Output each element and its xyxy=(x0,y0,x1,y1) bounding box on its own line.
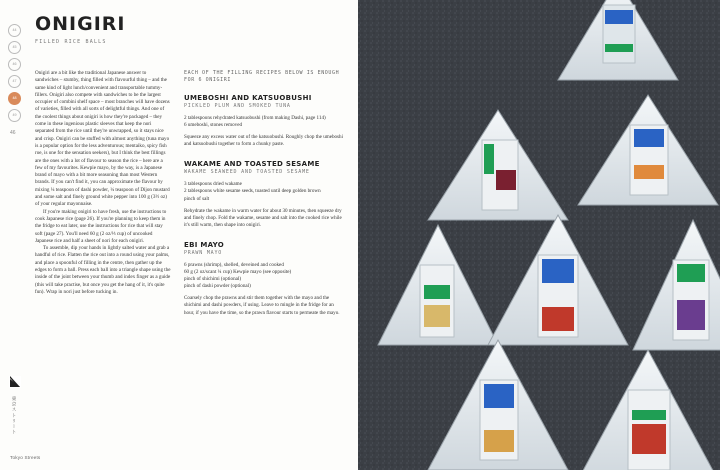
recipe-method xyxy=(184,134,344,148)
ingredient: pinch of salt xyxy=(184,195,210,202)
recipe-title: UMEBOSHI AND KATSUOBUSHI xyxy=(184,94,312,102)
page-marker: 47 xyxy=(8,75,21,88)
recipes-note: EACH OF THE FILLING RECIPES BELOW IS ENOUGH FOR 6 ONIGIRI xyxy=(184,70,340,83)
ingredient: pinch of dashi powder (optional) xyxy=(184,283,251,290)
recipe-method xyxy=(184,208,344,229)
recipe-ebi-mayo xyxy=(184,241,344,317)
intro-paragraph: To assemble, dip your hands in lightly salted water and grab a handful of rice. Flatten the rice out into a round using your palms, and place a spoonful of filling in the centre, then gather up the edges to form a ball. Press each ball into a triangle shape using the inside of the joint between your thumb and index finger as a guide (this will take practise, but once you get the hang of it, it's quite fun). Wrap in nori just before tucking in. xyxy=(35,245,171,295)
recipe-wakame xyxy=(184,160,344,229)
recipe-title: EBI MAYO xyxy=(184,240,225,249)
page-marker: 45 xyxy=(8,41,21,54)
method-step: Squeeze any excess water out of the katsuobushi. Roughly chop the umeboshi and katsuobushi together to form a chunky paste. xyxy=(184,134,344,148)
onigiri-photo xyxy=(358,0,720,470)
side-vertical-title: 東京ストリート xyxy=(12,396,17,436)
intro-text xyxy=(35,70,171,296)
book-footer: Tokyo Streets xyxy=(10,455,41,460)
recipe-method xyxy=(184,295,344,316)
recipe-subtitle: PICKLED PLUM AND SMOKED TUNA xyxy=(184,103,291,109)
page-marker: 44 xyxy=(8,24,21,37)
ingredient: 6 umeboshi, stones removed xyxy=(184,122,243,129)
ingredient: 6 prawns (shrimp), shelled, deveined and cooked xyxy=(184,261,284,268)
recipe-ingredients xyxy=(184,115,344,129)
recipe-title: WAKAME AND TOASTED SESAME xyxy=(184,160,320,169)
method-step: Rehydrate the wakame in warm water for about 30 minutes, then squeeze dry and finely chop. Fold the wakame, sesame and salt into the cooked rice while it's still warm, then shape into onigiri. xyxy=(184,207,342,228)
ingredient: 60 g (2 oz/scant ¼ cup) Kewpie mayo (see opposite) xyxy=(184,269,292,276)
ingredient: 2 tablespoons rehydrated katsuobushi (from making Dashi, page 114) xyxy=(184,115,326,121)
recipe-ingredients xyxy=(184,181,344,202)
page-number: 46 xyxy=(10,130,16,136)
page-title: ONIGIRI xyxy=(35,13,126,35)
ingredient: 3 tablespoons dried wakame xyxy=(184,181,242,188)
intro-paragraph: Onigiri are a bit like the traditional Japanese answer to sandwiches – stumby, thing filled with flavourful thing – and the same kind of light lunch/convenient and transportable tummy-fillers. Onigiri also compete with sandwiches to be the largest occupier of combini shelf space – most branches will have dozens of varieties, filled with all sorts of delightful things. And one of the coolest things about onigiri is how they're packaged – they come in these ingenious plastic sleeves that keep the nori separated from the rice until they're unwrapped, so it stays nice and crisp. Onigiri can be stuffed with almost anything (tuna mayo is a popular option for the less adventurous; mentaiko, spicy fish roe, is one for the sensation seekers), but I think the best fillings are the ones with a lot of flavour to season the rice – here are a few of my favourites. Kewpie mayo, by the way, is a Japanese brand of mayo with a bit more seasoning than most Western brands. If you can't find it, you can approximate the flavour by mixing ¼ teaspoon of dashi powder, ¼ teaspoon of Dijon mustard and some salt and finely ground white pepper into 100 g (3½ oz) of your regular mayonnaise. xyxy=(35,70,170,208)
publisher-logo-icon xyxy=(9,376,21,388)
onigiri-photo-illustration xyxy=(358,0,720,470)
intro-paragraph: If you're making onigiri to have fresh, use the instructions to cook Japanese rice (page 26). If you're planning to keep them in the fridge to eat later, use the instructions for rice that will stay soft (page 27). You'll need 60 g (2 oz/⅓ cup) of uncooked Japanese rice and half a sheet of nori for each onigiri. xyxy=(35,208,167,244)
method-step: Coarsely chop the prawns and stir them together with the mayo and the shichimi and dashi powders, if using. Leave to mingle in the fridge for an hour, if you have the time, so the prawn flavour starts to permeate the mayo. xyxy=(184,295,340,316)
recipe-umeboshi xyxy=(184,94,344,148)
page-marker: 49 xyxy=(8,109,21,122)
ingredient: 2 tablespoons white sesame seeds, toasted until deep golden brown xyxy=(184,188,321,195)
ingredient: pinch of shichimi (optional) xyxy=(184,276,242,283)
left-page xyxy=(0,0,358,470)
page-marker: 46 xyxy=(8,58,21,71)
page-marker-column xyxy=(8,24,28,126)
recipes-column xyxy=(184,70,344,329)
recipe-subtitle: WAKAME SEAWEED AND TOASTED SESAME xyxy=(184,169,310,176)
recipe-ingredients xyxy=(184,262,344,290)
recipe-subtitle: PRAWN MAYO xyxy=(184,249,223,256)
page-marker-active: 48 xyxy=(8,92,21,105)
page-subtitle: FILLED RICE BALLS xyxy=(35,39,107,45)
